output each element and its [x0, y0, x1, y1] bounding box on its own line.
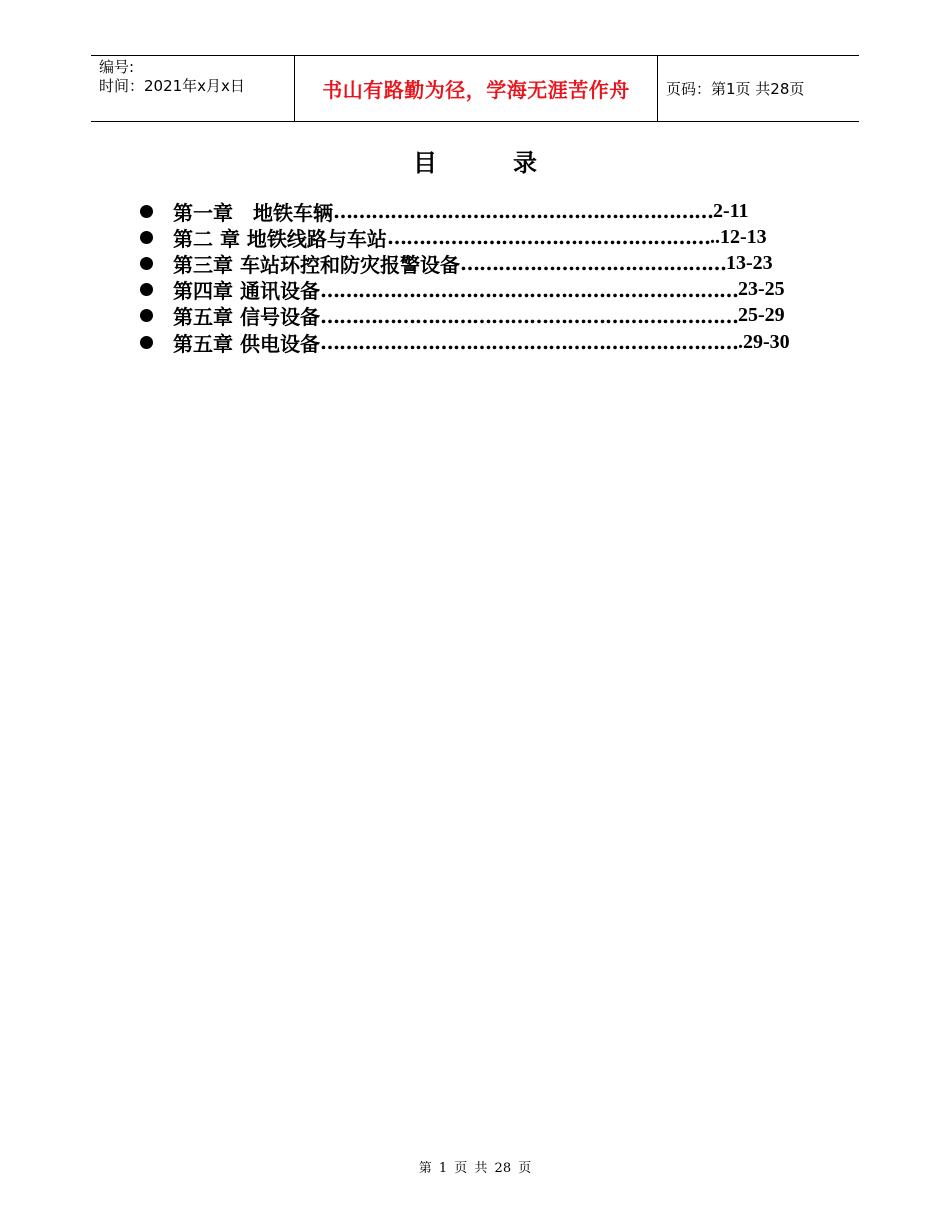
toc-item-pages: ..12-13: [709, 225, 767, 248]
toc-leader-dots: …………………………………………………………: [319, 303, 738, 328]
document-time-label: 时间：2021年x月x日: [99, 77, 245, 95]
bullet-icon: [140, 231, 153, 244]
toc-item[interactable]: [140, 329, 790, 355]
bullet-icon: [140, 205, 153, 218]
page-footer: 第 1 页 共 28 页: [418, 1161, 532, 1176]
bullet-icon: [140, 283, 153, 296]
toc-leader-dots: …………………………………………………………: [319, 330, 738, 355]
toc-item-pages: 25-29: [737, 304, 785, 327]
toc-title: 目录: [413, 148, 613, 177]
toc-leader-dots: ……………………………………………: [386, 225, 710, 250]
toc-item[interactable]: [140, 277, 790, 303]
toc-item-pages: 2-11: [713, 199, 749, 222]
document-header: [91, 55, 859, 122]
toc-item-title: 第五章 供电设备: [173, 331, 320, 356]
toc-item-title: 第二 章 地铁线路与车站: [173, 226, 387, 251]
header-page-info: 页码：第1页 共28页: [658, 56, 860, 122]
toc-item[interactable]: [140, 303, 790, 329]
toc-item-title: 第一章 地铁车辆: [173, 200, 333, 225]
table-of-contents: [140, 198, 790, 355]
toc-item-pages: .29-30: [737, 330, 790, 353]
toc-item-pages: 23-25: [737, 278, 785, 301]
bullet-icon: [140, 336, 153, 349]
header-motto-cell: [295, 56, 658, 122]
toc-item[interactable]: [140, 224, 790, 250]
bullet-icon: [140, 309, 153, 322]
toc-item-title: 第三章 车站环控和防灾报警设备: [173, 252, 460, 277]
toc-leader-dots: ……………………………………………………: [333, 199, 713, 224]
header-meta: [91, 56, 295, 122]
toc-item[interactable]: [140, 198, 790, 224]
header-motto: 书山有路勤为径，学海无涯苦作舟: [322, 78, 630, 102]
toc-item-title: 第四章 通讯设备: [173, 279, 320, 304]
toc-leader-dots: …………………………………………………………: [319, 277, 738, 302]
toc-item-title: 第五章 信号设备: [173, 305, 320, 330]
document-number-label: 编号:: [99, 58, 135, 76]
toc-item-pages: 13-23: [725, 251, 773, 274]
toc-leader-dots: ……………………………………: [459, 251, 726, 276]
toc-item[interactable]: [140, 250, 790, 276]
bullet-icon: [140, 257, 153, 270]
